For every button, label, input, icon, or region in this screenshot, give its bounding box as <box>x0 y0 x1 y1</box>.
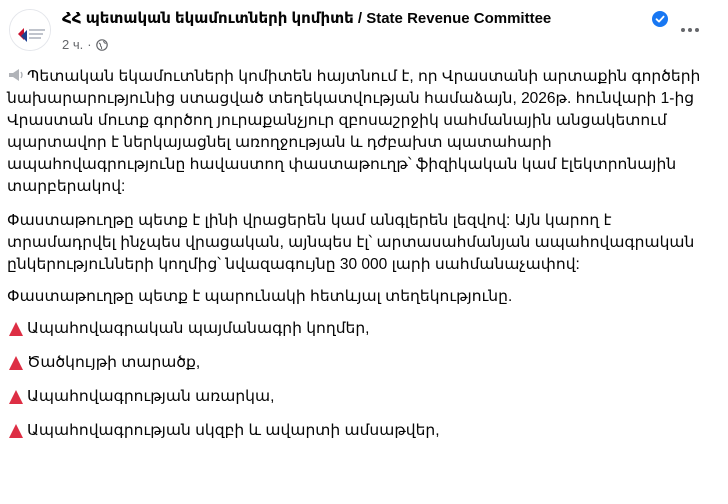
list-item <box>7 386 719 408</box>
post-paragraph: Փաստաթուղթը պետք է լինի վրացերեն կամ անգլերեն լեզվով: Այն կարող է տրամադրվել ինչպես վրացական, այնպես էլ՝ արտասահմանյան ապահովագրական ընկերությունների կողմից՝ նվազագույնը 30 000 լարի սահմանաչափով: <box>7 212 695 273</box>
globe-icon[interactable] <box>96 39 108 51</box>
megaphone-icon <box>7 66 25 84</box>
red-triangle-icon <box>7 388 25 406</box>
page-name[interactable]: ՀՀ պետական եկամուտների կոմիտե / State Revenue Committee <box>62 10 552 27</box>
post-paragraph: Փաստաթուղթը պետք է պարունակի հետևյալ տեղեկությունը. <box>7 288 513 305</box>
more-options-icon <box>681 28 685 32</box>
post-body <box>7 66 719 454</box>
list-item <box>7 352 719 374</box>
meta-separator: · <box>87 37 92 52</box>
list-item <box>7 420 719 442</box>
more-options-dot <box>688 28 692 32</box>
post-meta <box>62 36 108 54</box>
bullet-text: Ապահովագրական պայմանագրի կողմեր, <box>27 320 370 337</box>
red-triangle-icon <box>7 422 25 440</box>
post-time[interactable]: 2 ч. <box>62 37 84 52</box>
post-paragraph <box>7 66 719 198</box>
src-logo-icon <box>10 10 51 51</box>
bullet-text: Ապահովագրության սկզբի և ավարտի ամսաթվեր, <box>27 422 440 439</box>
bullet-text: Ծածկույթի տարածք, <box>27 354 201 371</box>
red-triangle-icon <box>7 354 25 372</box>
verified-badge-icon <box>652 11 668 27</box>
red-triangle-icon <box>7 320 25 338</box>
page-name-link[interactable] <box>62 9 642 29</box>
bullet-text: Ապահովագրության առարկա, <box>27 388 275 405</box>
post-header <box>0 0 728 60</box>
more-options-dot <box>695 28 699 32</box>
page-avatar[interactable] <box>9 9 51 51</box>
more-options-button[interactable] <box>676 20 704 40</box>
paragraph-1-text: Պետական եկամուտների կոմիտեն հայտնում է, որ Վրաստանի արտաքին գործերի նախարարությունից ստացված տեղեկատվության համաձայն, 2026թ. հունվարի 1-ից Վրաստան մուտք գործող յուրաքանչյուր զբոսաշրջիկ սահմանային անցակետում պարտավոր է ներկայացնել առողջության և դժբախտ պատահարի ապահովագրությունը հավաստող փաստաթուղթ՝ ֆիզիկական կամ էլեկտրոնային տարբերակով: <box>7 68 701 195</box>
list-item <box>7 318 719 340</box>
